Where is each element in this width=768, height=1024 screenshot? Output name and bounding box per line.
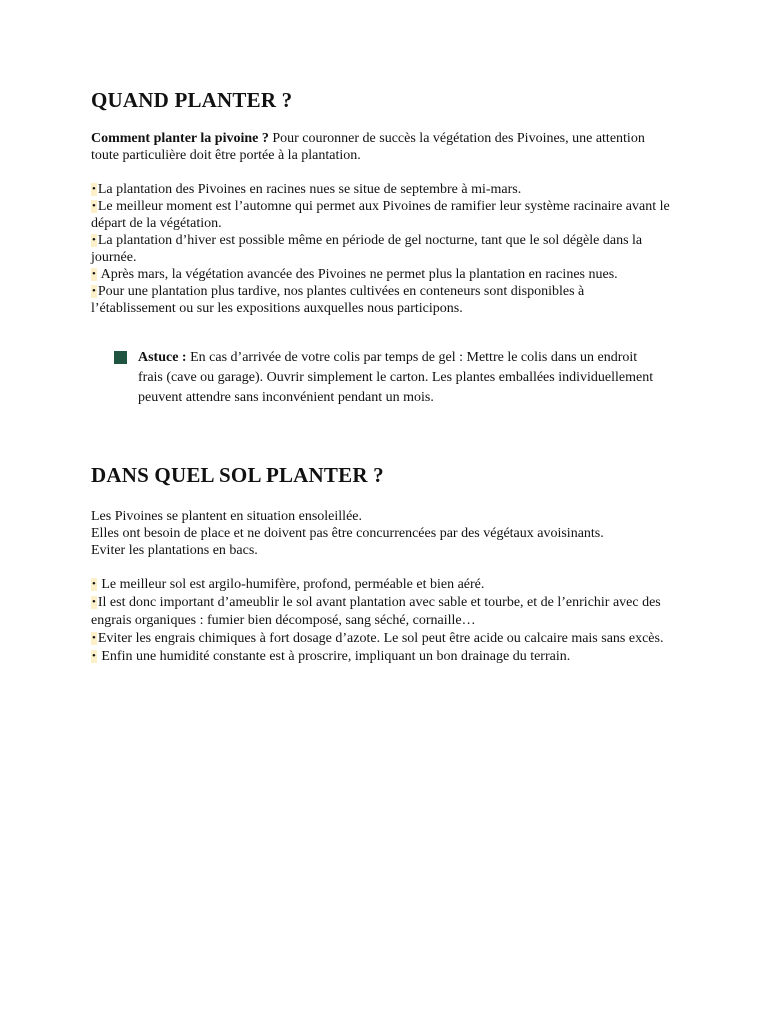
bullet-icon: • [92,632,96,644]
bullet-icon: • [92,200,96,212]
intro-line: Eviter les plantations en bacs. [91,543,258,558]
bullet-icon: • [92,596,96,608]
list-item [91,181,671,198]
section-when-to-plant [91,88,671,317]
list-item-text: Enfin une humidité constante est à proscrire, impliquant un bon drainage du terrain. [97,649,571,664]
intro-line: Elles ont besoin de place et ne doivent pas être concurrencées par des végétaux avoisinants. [91,526,604,541]
list-item-text: La plantation des Pivoines en racines nues se situe de septembre à mi-mars. [97,182,522,197]
list-item [91,232,671,266]
bullet-icon: • [92,650,96,662]
bullet-icon: • [92,268,96,280]
section-which-soil [91,463,671,666]
intro-paragraph [91,130,671,164]
list-item-text: Pour une plantation plus tardive, nos plantes cultivées en conteneurs sont disponibles à l’établissement ou sur les expositions auxquelles nous participons. [91,284,585,316]
bullet-icon: • [92,234,96,246]
square-bullet-icon [114,351,127,364]
section-title: QUAND PLANTER ? [91,88,293,112]
bullet-icon: • [92,285,96,297]
list-item [91,283,671,317]
soil-tips-list [91,576,671,666]
list-item [91,648,671,666]
tip-body: En cas d’arrivée de votre colis par temps de gel : Mettre le colis dans un endroit frais (cave ou garage). Ouvrir simplement le carton. Les plantes emballées individuellement peuvent attendre sans inconvénient pendant un mois. [138,350,654,405]
list-item [91,594,671,630]
list-item [91,576,671,594]
tip-text [138,348,654,408]
section-title: DANS QUEL SOL PLANTER ? [91,463,384,487]
list-item [91,266,671,283]
bullet-icon: • [92,578,96,590]
list-item [91,198,671,232]
soil-intro [91,508,671,559]
list-item-text: La plantation d’hiver est possible même en période de gel nocturne, tant que le sol dégèle dans la journée. [91,233,643,265]
list-item-text: Eviter les engrais chimiques à fort dosage d’azote. Le sol peut être acide ou calcaire mais sans excès. [97,631,664,646]
list-item-text: Après mars, la végétation avancée des Pivoines ne permet plus la plantation en racines nues. [97,267,618,282]
intro-line: Les Pivoines se plantent en situation ensoleillée. [91,509,362,524]
bullet-icon: • [92,183,96,195]
intro-text: Pour couronner de succès la végétation des Pivoines, une attention toute particulière doit être portée à la plantation. [91,131,645,163]
tip-label: Astuce : [138,350,187,365]
tip-block [114,348,654,408]
intro-lead: Comment planter la pivoine ? [91,131,269,146]
list-item [91,630,671,648]
list-item-text: Le meilleur moment est l’automne qui permet aux Pivoines de ramifier leur système racinaire avant le départ de la végétation. [91,199,670,231]
list-item-text: Le meilleur sol est argilo-humifère, profond, perméable et bien aéré. [97,577,485,592]
list-item-text: Il est donc important d’ameublir le sol avant plantation avec sable et tourbe, et de l’enrichir avec des engrais organiques : fumier bien décomposé, sang séché, cornaille… [91,595,661,628]
planting-times-list [91,181,671,317]
